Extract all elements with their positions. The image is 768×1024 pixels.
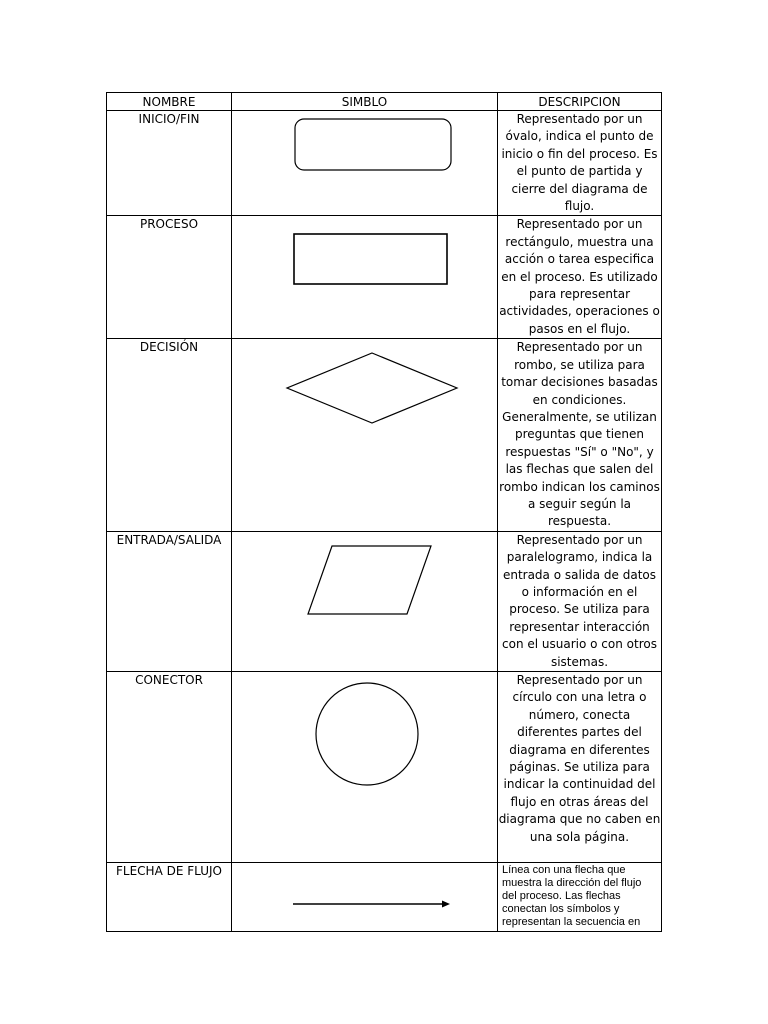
row-name: CONECTOR [107, 672, 232, 863]
row-name: INICIO/FIN [107, 111, 232, 216]
row-name: PROCESO [107, 216, 232, 339]
diamond-icon [232, 339, 498, 530]
row-description: Representado por un óvalo, indica el punto de inicio o fin del proceso. Es el punto de partida y cierre del diagrama de flujo. [498, 111, 662, 216]
symbol-cell [232, 216, 498, 339]
rectangle-icon [232, 216, 498, 337]
circle-icon [232, 672, 498, 863]
symbol-cell [232, 672, 498, 863]
row-name: FLECHA DE FLUJO [107, 863, 232, 932]
table-row [107, 111, 662, 216]
row-name: DECISIÓN [107, 339, 232, 531]
parallelogram-icon [232, 532, 498, 671]
arrow-right-icon [232, 863, 498, 932]
header-description: DESCRIPCION [498, 93, 662, 111]
rounded-rectangle-icon [232, 111, 498, 216]
header-symbol: SIMBLO [232, 93, 498, 111]
row-name: ENTRADA/SALIDA [107, 531, 232, 671]
table-row [107, 216, 662, 339]
symbol-cell [232, 863, 498, 932]
table-row [107, 531, 662, 671]
row-description: Representado por un rectángulo, muestra una acción o tarea especifica en el proceso. Es utilizado para representar actividades, operaciones o pasos en el flujo. [498, 216, 662, 339]
symbol-cell [232, 531, 498, 671]
table-row [107, 863, 662, 932]
row-description: Representado por un círculo con una letra o número, conecta diferentes partes del diagrama en diferentes páginas. Se utiliza para indicar la continuidad del flujo en otras áreas del diagrama que no caben en una sola página. [498, 672, 662, 863]
table-row [107, 339, 662, 531]
flowchart-symbols-table [106, 92, 662, 932]
row-description: Línea con una flecha que muestra la dirección del flujo del proceso. Las flechas conectan los símbolos y representan la secuencia en [498, 863, 662, 932]
table-row [107, 672, 662, 863]
symbol-cell [232, 111, 498, 216]
row-description: Representado por un rombo, se utiliza para tomar decisiones basadas en condiciones. Generalmente, se utilizan preguntas que tienen respuestas "Sí" o "No", y las flechas que salen del rombo indican los caminos a seguir según la respuesta. [498, 339, 662, 531]
header-name: NOMBRE [107, 93, 232, 111]
symbol-cell [232, 339, 498, 531]
table-header-row [107, 93, 662, 111]
row-description: Representado por un paralelogramo, indica la entrada o salida de datos o información en el proceso. Se utiliza para representar interacción con el usuario o con otros sistemas. [498, 531, 662, 671]
